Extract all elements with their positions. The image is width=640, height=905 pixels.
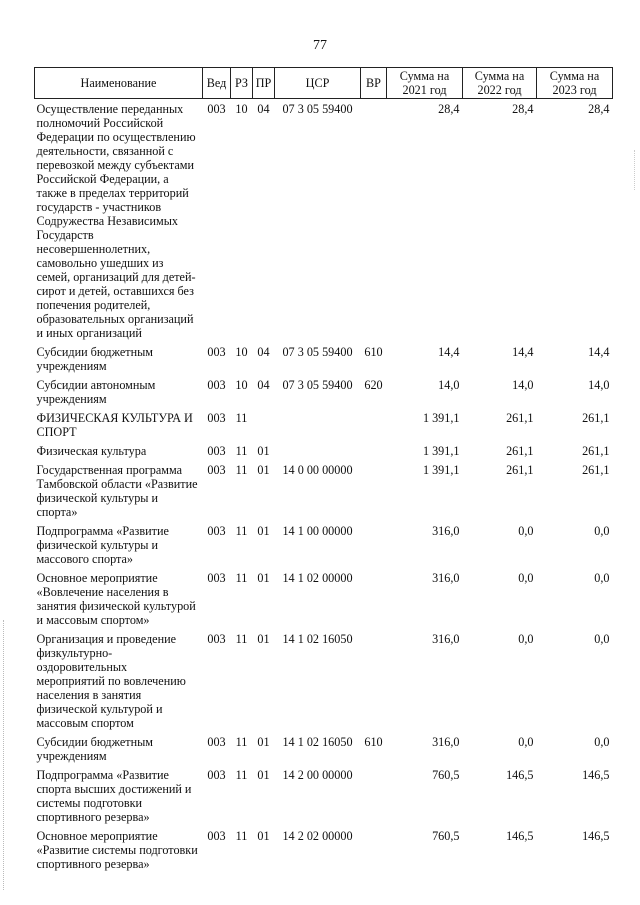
- table-header-row: [35, 68, 613, 99]
- cell-ved: 003: [207, 444, 226, 458]
- cell-sum-2023: 0,0: [594, 632, 610, 646]
- cell-sum-2023: 14,4: [588, 345, 610, 359]
- cell-pr: [253, 408, 275, 441]
- cell-rz: 11: [235, 571, 248, 585]
- table-row: [35, 99, 613, 343]
- cell-ved: 003: [207, 411, 226, 425]
- cell-pr: 01: [257, 524, 270, 538]
- cell-rz: 10: [235, 102, 248, 116]
- cell-sum-2023: 261,1: [582, 444, 610, 458]
- cell-csr: 07 3 05 59400: [282, 102, 353, 116]
- cell-pr: 01: [257, 735, 270, 749]
- cell-csr: 14 0 00 00000: [282, 463, 353, 477]
- cell-csr: 14 1 02 16050: [282, 735, 353, 749]
- cell-name: Организация и проведение физкультурно-оздоровительных мероприятий по вовлечению населения в занятия физической культурой и массовым спортом: [36, 632, 186, 730]
- cell-name: Основное мероприятие «Развитие системы подготовки спортивного резерва»: [36, 829, 198, 871]
- header-rz: РЗ: [231, 68, 253, 99]
- cell-csr: 14 1 02 00000: [282, 571, 353, 585]
- cell-ved: 003: [207, 735, 226, 749]
- header-pr: ПР: [253, 68, 275, 99]
- cell-sum-2022: 0,0: [518, 571, 534, 585]
- cell-csr: 14 2 00 00000: [282, 768, 353, 782]
- cell-vr: [361, 521, 387, 568]
- cell-sum-2022: 146,5: [506, 829, 534, 843]
- cell-sum-2022: 0,0: [518, 524, 534, 538]
- cell-sum-2023: 0,0: [594, 735, 610, 749]
- table-row: [35, 342, 613, 375]
- cell-sum-2021: 760,5: [432, 829, 460, 843]
- cell-csr: 14 1 00 00000: [282, 524, 353, 538]
- cell-sum-2021: 14,0: [438, 378, 460, 392]
- cell-csr: [275, 408, 361, 441]
- cell-sum-2022: 14,0: [512, 378, 534, 392]
- table-row: [35, 375, 613, 408]
- scan-artifact: [634, 150, 636, 190]
- cell-ved: 003: [207, 524, 226, 538]
- table-row: [35, 460, 613, 521]
- cell-rz: 11: [235, 411, 248, 425]
- cell-ved: 003: [207, 102, 226, 116]
- cell-rz: 11: [235, 768, 248, 782]
- page-number: 77: [313, 38, 327, 53]
- cell-rz: 10: [235, 345, 248, 359]
- cell-sum-2021: 14,4: [438, 345, 460, 359]
- cell-name: Государственная программа Тамбовской области «Развитие физической культуры и спорта»: [36, 463, 198, 519]
- cell-sum-2021: 1 391,1: [422, 411, 460, 425]
- cell-sum-2022: 146,5: [506, 768, 534, 782]
- cell-ved: 003: [207, 571, 226, 585]
- cell-sum-2022: 28,4: [512, 102, 534, 116]
- cell-vr: 610: [364, 345, 383, 359]
- cell-vr: [361, 408, 387, 441]
- header-ved: Вед: [203, 68, 231, 99]
- cell-sum-2023: 261,1: [582, 411, 610, 425]
- cell-pr: 01: [257, 444, 270, 458]
- cell-ved: 003: [207, 345, 226, 359]
- cell-csr: 07 3 05 59400: [282, 345, 353, 359]
- cell-ved: 003: [207, 768, 226, 782]
- cell-pr: 01: [257, 571, 270, 585]
- cell-name: Подпрограмма «Развитие спорта высших достижений и системы подготовки спортивного резерва»: [36, 768, 192, 824]
- table-row: [35, 521, 613, 568]
- cell-rz: 11: [235, 829, 248, 843]
- cell-pr: 01: [257, 632, 270, 646]
- scan-artifact: [3, 620, 5, 890]
- cell-sum-2021: 316,0: [432, 735, 460, 749]
- cell-name: Субсидии автономным учреждениям: [36, 378, 156, 406]
- cell-sum-2022: 261,1: [506, 411, 534, 425]
- header-name: Наименование: [35, 68, 203, 99]
- cell-rz: 11: [235, 735, 248, 749]
- cell-ved: 003: [207, 632, 226, 646]
- table-row: [35, 765, 613, 826]
- cell-sum-2023: 261,1: [582, 463, 610, 477]
- cell-sum-2022: 261,1: [506, 444, 534, 458]
- cell-name: Физическая культура: [36, 444, 147, 458]
- cell-name: Субсидии бюджетным учреждениям: [36, 345, 153, 373]
- cell-vr: 620: [364, 378, 383, 392]
- cell-vr: [361, 99, 387, 343]
- cell-sum-2023: 28,4: [588, 102, 610, 116]
- table-row: [35, 408, 613, 441]
- cell-name: Осуществление переданных полномочий Российской Федерации по осуществлению деятельности, связанной с перевозкой между субъектами Российской Федерации, а также в пределах территорий государств - участников Содружества Независимых Государств несовершеннолетних, самовольно ушедших из семей, организаций для детей-сирот и детей, оставшихся без попечения родителей, образовательных организаций и иных организаций: [36, 102, 196, 340]
- budget-table: [34, 67, 613, 873]
- cell-name: Подпрограмма «Развитие физической культуры и массового спорта»: [36, 524, 169, 566]
- cell-ved: 003: [207, 829, 226, 843]
- cell-sum-2023: 14,0: [588, 378, 610, 392]
- cell-rz: 11: [235, 444, 248, 458]
- cell-ved: 003: [207, 463, 226, 477]
- cell-rz: 11: [235, 524, 248, 538]
- cell-vr: [361, 826, 387, 873]
- cell-vr: [361, 460, 387, 521]
- cell-rz: 11: [235, 463, 248, 477]
- cell-rz: 11: [235, 632, 248, 646]
- header-sum-2023: Сумма на 2023 год: [537, 68, 613, 99]
- cell-name: Основное мероприятие «Вовлечение населения в занятия физической культурой и массовым спортом»: [36, 571, 196, 627]
- cell-sum-2021: 316,0: [432, 632, 460, 646]
- header-csr: ЦСР: [275, 68, 361, 99]
- cell-ved: 003: [207, 378, 226, 392]
- cell-pr: 01: [257, 829, 270, 843]
- table-row: [35, 441, 613, 460]
- cell-sum-2021: 1 391,1: [422, 463, 460, 477]
- cell-vr: [361, 441, 387, 460]
- cell-pr: 01: [257, 463, 270, 477]
- cell-pr: 04: [257, 345, 270, 359]
- table-body: [35, 99, 613, 874]
- cell-sum-2023: 0,0: [594, 571, 610, 585]
- table-row: [35, 629, 613, 732]
- cell-csr: [275, 441, 361, 460]
- cell-sum-2021: 316,0: [432, 571, 460, 585]
- header-sum-2021: Сумма на 2021 год: [387, 68, 463, 99]
- cell-pr: 01: [257, 768, 270, 782]
- cell-vr: [361, 765, 387, 826]
- cell-sum-2022: 14,4: [512, 345, 534, 359]
- cell-pr: 04: [257, 378, 270, 392]
- cell-sum-2021: 316,0: [432, 524, 460, 538]
- cell-sum-2023: 146,5: [582, 768, 610, 782]
- header-sum-2022: Сумма на 2022 год: [463, 68, 537, 99]
- cell-sum-2023: 146,5: [582, 829, 610, 843]
- cell-vr: [361, 629, 387, 732]
- cell-sum-2022: 0,0: [518, 632, 534, 646]
- table-row: [35, 568, 613, 629]
- cell-sum-2021: 28,4: [438, 102, 460, 116]
- header-vr: ВР: [361, 68, 387, 99]
- table-row: [35, 732, 613, 765]
- cell-rz: 10: [235, 378, 248, 392]
- cell-sum-2023: 0,0: [594, 524, 610, 538]
- cell-vr: 610: [364, 735, 383, 749]
- cell-pr: 04: [257, 102, 270, 116]
- cell-csr: 07 3 05 59400: [282, 378, 353, 392]
- cell-sum-2022: 261,1: [506, 463, 534, 477]
- cell-vr: [361, 568, 387, 629]
- cell-sum-2021: 760,5: [432, 768, 460, 782]
- cell-csr: 14 2 02 00000: [282, 829, 353, 843]
- cell-name: ФИЗИЧЕСКАЯ КУЛЬТУРА И СПОРТ: [36, 411, 193, 439]
- cell-sum-2022: 0,0: [518, 735, 534, 749]
- cell-name: Субсидии бюджетным учреждениям: [36, 735, 153, 763]
- cell-csr: 14 1 02 16050: [282, 632, 353, 646]
- cell-sum-2021: 1 391,1: [422, 444, 460, 458]
- table-row: [35, 826, 613, 873]
